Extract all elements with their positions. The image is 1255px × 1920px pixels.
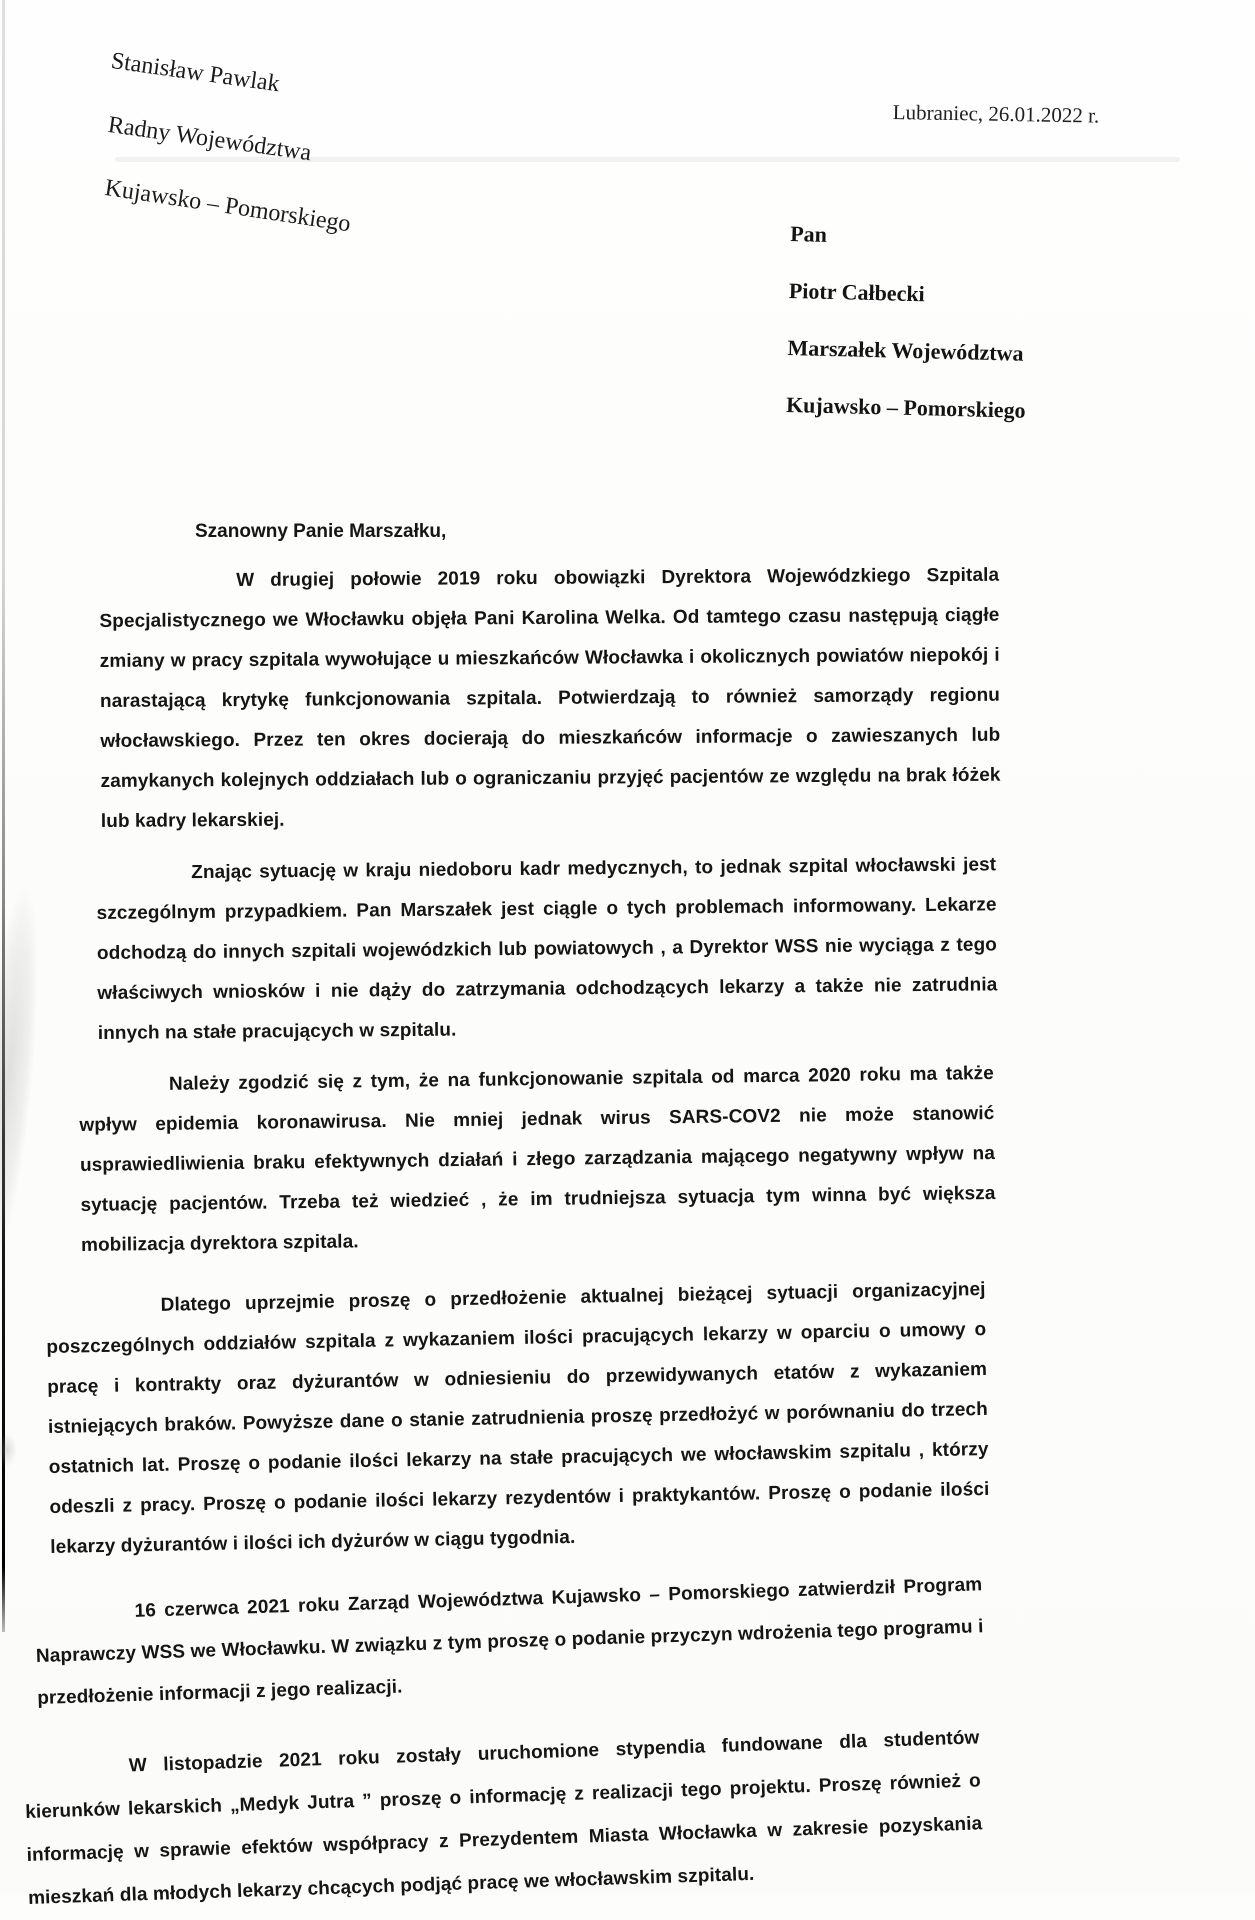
recipient-title-2: Kujawsko – Pomorskiego — [785, 391, 1026, 423]
dateline: Lubraniec, 26.01.2022 r. — [892, 100, 1100, 128]
paragraph-3: Należy zgodzić się z tym, że na funkcjonowanie szpitala od marca 2020 roku ma także wpływ epidemia koronawirusa. Nie mniej jednak wirus SARS-COV2 nie może stanowić usprawiedliwienia braku efektywnych działań i złego zarządzania mającego negatywny wpływ na sytuację pacjentów. Trzeba też wiedzieć , że im trudniejsza sytuacja tym winna być większa mobilizacja dyrektora szpitala. — [79, 1063, 996, 1256]
paragraph-5: 16 czerwca 2021 roku Zarząd Województwa Kujawsko – Pomorskiego zatwierdził Program Naprawczy WSS we Włocławku. W związku z tym proszę o podanie przyczyn wdrożenia tego programu i przedłożenie informacji z jego realizacji. — [35, 1574, 984, 1709]
paragraph-4: Dlatego uprzejmie proszę o przedłożenie aktualnej bieżącej sytuacji organizacyjnej poszczególnych oddziałów szpitala z wykazaniem ilości pracujących lekarzy w oparciu o umowy o pracę i kontrakty oraz dyżurantów w odniesieniu do przewidywanych etatów z wykazaniem istniejących braków. Powyższe dane o stanie zatrudnienia proszę przedłożyć w porównaniu do trzech ostatnich lat. Proszę o podanie ilości lekarzy na stałe pracujących we włocławskim szpitalu , którzy odeszli z pracy. Proszę o podanie ilości lekarzy rezydentów i praktykantów. Proszę o podanie ilości lekarzy dyżurantów i ilości ich dyżurów w ciągu tygodnia. — [46, 1278, 990, 1558]
salutation: Szanowny Panie Marszałku, — [195, 521, 447, 542]
letter-body — [0, 512, 1255, 1920]
recipient-block — [785, 205, 1030, 439]
recipient-honorific: Pan — [789, 220, 828, 247]
recipient-name: Piotr Całbecki — [788, 277, 926, 307]
sender-title-1: Radny Województwa — [106, 112, 313, 167]
sender-title-2: Kujawsko – Pomorskiego — [103, 175, 353, 238]
paragraph-2: Znając sytuację w kraju niedoboru kadr medycznych, to jednak szpital włocławski jest szczególnym przypadkiem. Pan Marszałek jest ciągle o tych problemach informowany. Lekarze odchodzą do innych szpitali wojewódzkich lub powiatowych , a Dyrektor WSS nie wyciąga z tego właściwych wniosków i nie dąży do zatrzymania odchodzących lekarzy a także nie zatrudnia innych na stałe pracujących w szpitalu. — [96, 854, 998, 1044]
paragraph-1: W drugiej połowie 2019 roku obowiązki Dyrektora Wojewódzkiego Szpitala Specjalistycznego we Włocławku objęła Pani Karolina Welka. Od tamtego czasu następują ciągłe zmiany w pracy szpitala wywołujące u mieszkańców Włocławka i okolicznych powiatów niepokój i narastającą krytykę funkcjonowania szpitala. Potwierdzają to również samorządy regionu włocławskiego. Przez ten okres docierają do mieszkańców informacje o zawieszanych lub zamykanych kolejnych oddziałach lub o ograniczaniu przyjęć pacjentów ze względu na brak łóżek lub kadry lekarskiej. — [99, 564, 1001, 832]
sender-name: Stanisław Pawlak — [109, 48, 282, 98]
paragraph-6: W listopadzie 2021 roku zostały uruchomione stypendia fundowane dla studentów kierunków lekarskich „Medyk Jutra ” proszę o informację z realizacji tego projektu. Proszę również o informację w sprawie efektów współpracy z Prezydentem Miasta Włocławka w zakresie pozyskania mieszkań dla młodych lekarzy chcących podjąć pracę we włocławskim szpitalu. — [24, 1727, 983, 1909]
recipient-title-1: Marszałek Województwa — [787, 334, 1024, 366]
